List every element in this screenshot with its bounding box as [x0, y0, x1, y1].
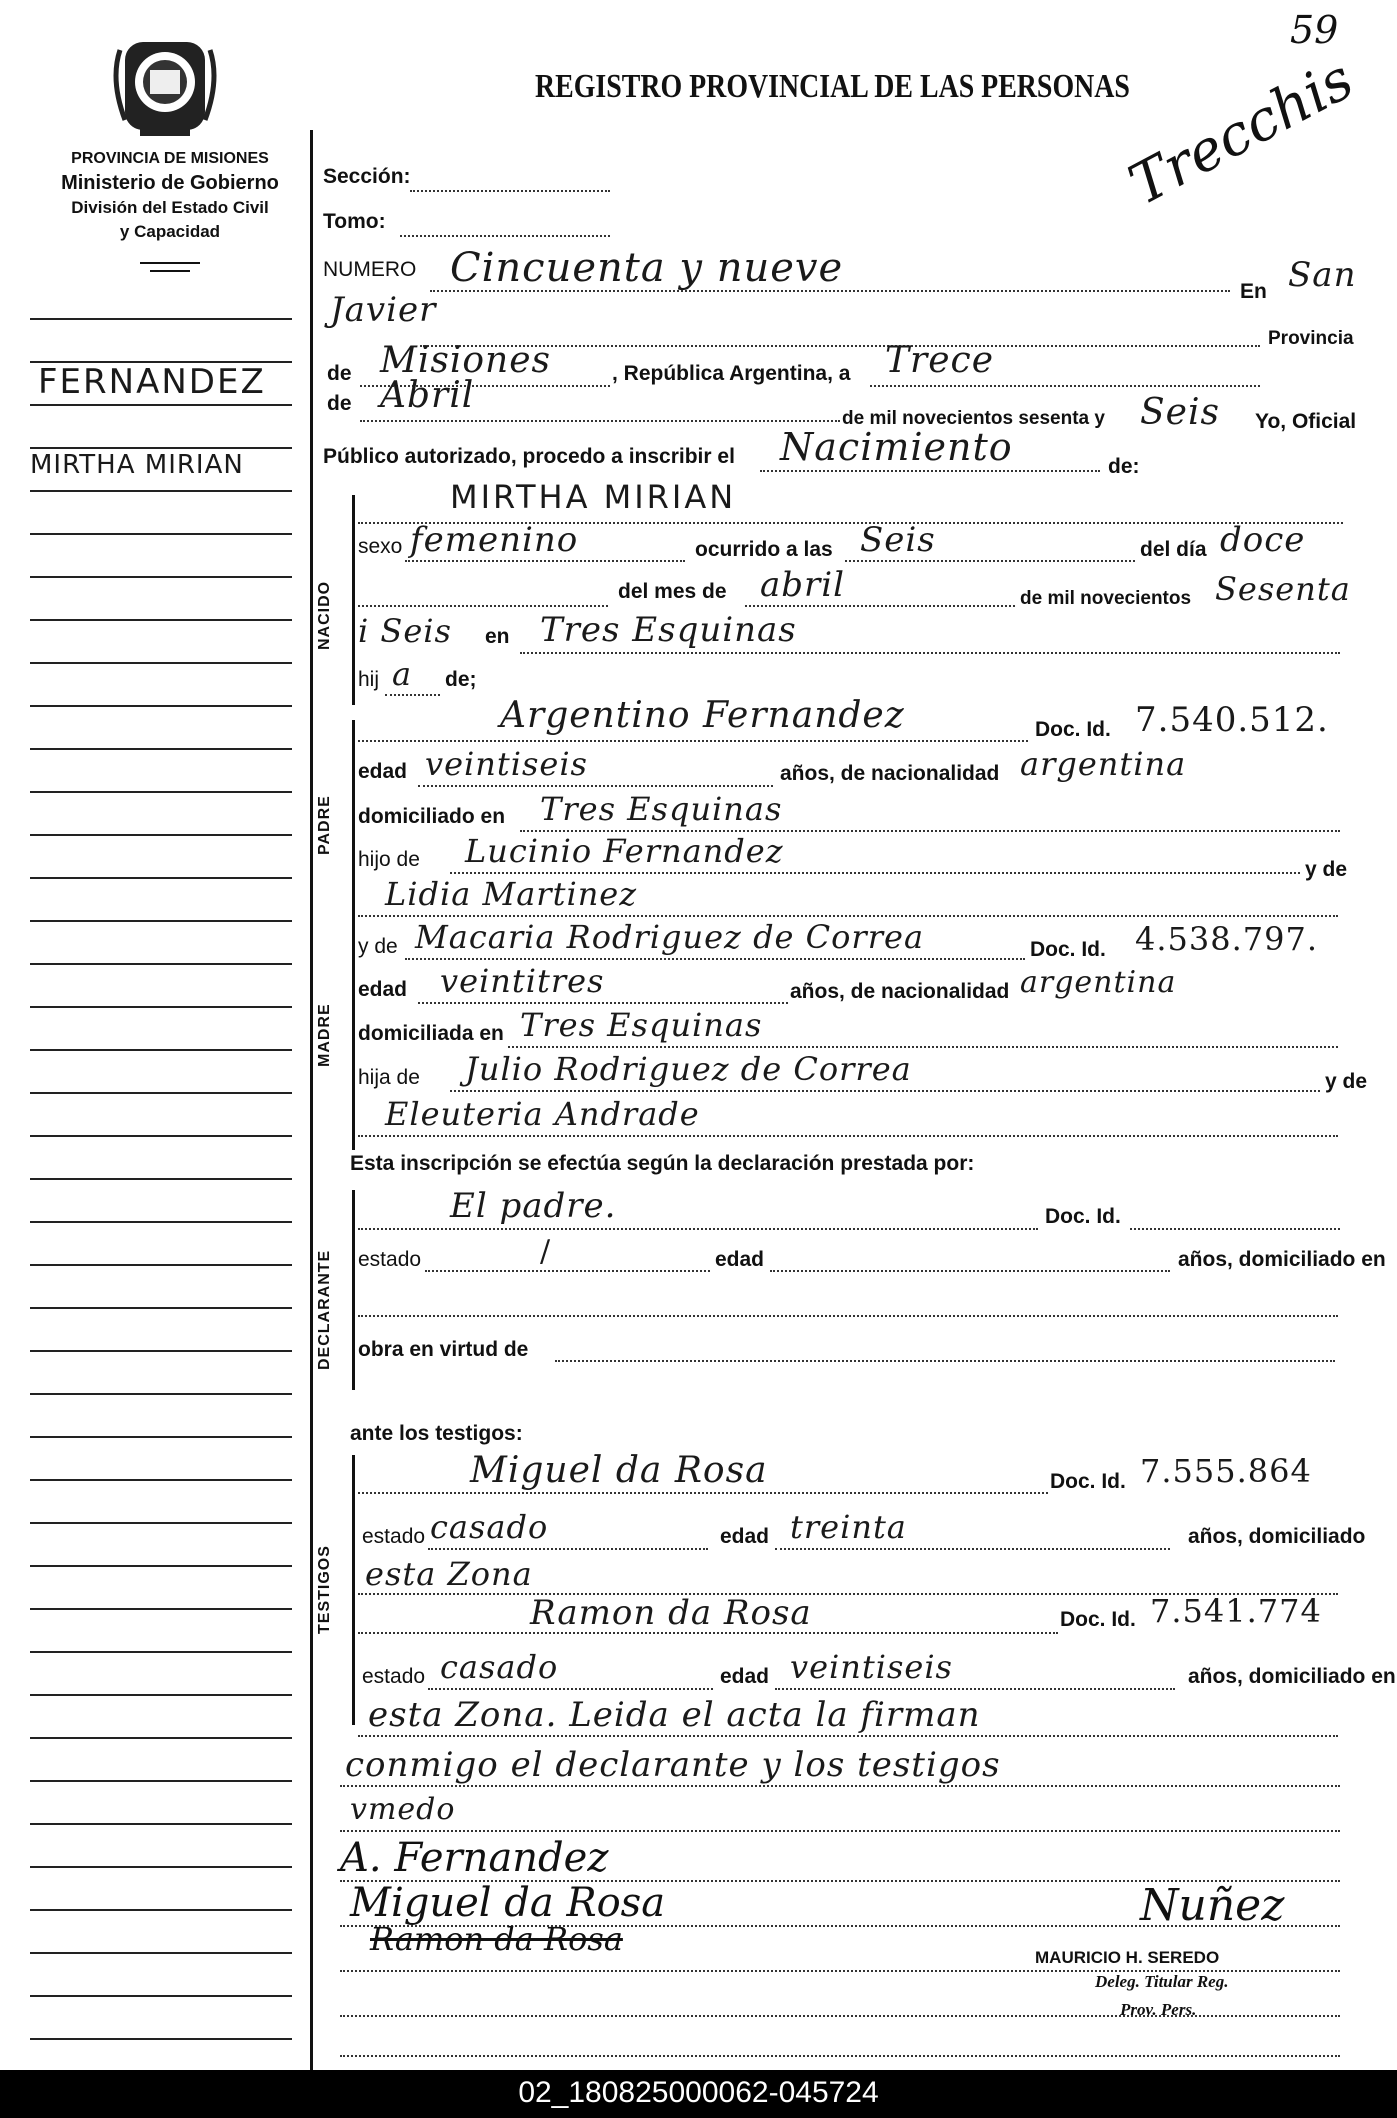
padre-hijo-label: hijo de: [358, 848, 420, 871]
madre-edad-line: [418, 1002, 788, 1004]
madre-bracket: [352, 935, 355, 1150]
nacido-section-label: NACIDO: [316, 580, 333, 650]
testigo1-doc-label: Doc. Id.: [1050, 1470, 1126, 1493]
sig-line-3: [340, 1970, 1340, 1972]
t2-estado-label: estado: [362, 1665, 426, 1688]
testigos-section-label: TESTIGOS: [316, 1545, 333, 1635]
padre-doc-label: Doc. Id.: [1035, 718, 1111, 741]
margin-ruled-line: [30, 662, 292, 664]
margin-ruled-line: [30, 1221, 292, 1223]
tomo-line: [400, 235, 610, 237]
padre-hijo-de-2: Lidia Martinez: [385, 875, 638, 913]
margin-ruled-line: [30, 1694, 292, 1696]
testigos-bracket: [352, 1455, 355, 1725]
de-label: de: [327, 362, 352, 385]
mes-nac-value: abril: [760, 565, 846, 605]
declarante-bracket: [352, 1190, 355, 1390]
margin-ruled-line: [30, 2038, 292, 2040]
ministry-label: Ministerio de Gobierno: [61, 172, 279, 194]
padre-bracket: [352, 720, 355, 940]
t1-anos-label: años, domiciliado: [1188, 1525, 1366, 1548]
margin-ruled-line: [30, 1608, 292, 1610]
numero-label: NUMERO: [323, 258, 417, 281]
provincia-label: Provincia: [1268, 328, 1354, 349]
tomo-label: Tomo:: [323, 210, 386, 233]
acto-line: [760, 470, 1100, 472]
decl-estado-line: [425, 1270, 710, 1272]
margin-ruled-line: [30, 318, 292, 320]
margin-ruled-line: [30, 1995, 292, 1997]
top-right-signature: Trecchis: [1118, 46, 1364, 219]
madre-section-label: MADRE: [316, 1003, 333, 1067]
en-city: San: [1288, 255, 1357, 295]
testigo2-edad: veintiseis: [790, 1648, 953, 1686]
margin-ruled-line: [30, 1135, 292, 1137]
testigo1-nombre: Miguel da Rosa: [470, 1450, 768, 1491]
madre-hija-line-2: [358, 1135, 1338, 1137]
republica-label: , República Argentina, a: [612, 362, 851, 385]
padre-nombre-line: [358, 740, 1028, 742]
testigo2-estado: casado: [440, 1648, 559, 1686]
declarante-doc-line: [1130, 1228, 1340, 1230]
signature-testigo2: Ramon da Rosa: [370, 1920, 623, 1958]
padre-hijo-line: [450, 872, 1300, 874]
ante-label: ante los testigos:: [350, 1422, 523, 1445]
margin-ruled-line: [30, 619, 292, 621]
padre-nac-value: argentina: [1020, 745, 1187, 783]
madre-hija-label: hija de: [358, 1066, 420, 1089]
decl-edad-line: [770, 1270, 1170, 1272]
margin-ruled-line: [30, 533, 292, 535]
margin-ruled-line: [30, 1006, 292, 1008]
padre-section-label: PADRE: [316, 795, 333, 855]
division-label: División del Estado Civil: [71, 198, 269, 217]
madre-nombre-line: [405, 958, 1025, 960]
margin-ruled-line: [30, 404, 292, 406]
stamp-name: MAURICIO H. SEREDO: [1035, 1948, 1220, 1967]
sexo-line: [405, 560, 685, 562]
footer-code: 02_180825000062-045724: [518, 2076, 879, 2109]
left-margin-rule: [310, 130, 313, 2070]
de-colon-label: de:: [1108, 455, 1140, 478]
madre-edad-label: edad: [358, 978, 408, 1001]
closing-text-2: vmedo: [350, 1792, 456, 1827]
margin-ruled-line: [30, 1264, 292, 1266]
month-line: [360, 420, 840, 422]
nombre-value: MIRTHA MIRIAN: [450, 478, 737, 516]
date-day: Trece: [885, 340, 994, 381]
margin-ruled-line: [30, 834, 292, 836]
date-year: Seis: [1140, 392, 1220, 433]
declarante-doc-label: Doc. Id.: [1045, 1205, 1121, 1228]
city-continued: Javier: [330, 290, 437, 330]
t2-estado-line: [428, 1688, 713, 1690]
padre-doc-value: 7.540.512.: [1135, 700, 1329, 740]
margin-ruled-line: [30, 877, 292, 879]
sexo-label: sexo: [358, 535, 403, 558]
obra-label: obra en virtud de: [358, 1338, 529, 1361]
t1-edad-line: [775, 1548, 1170, 1550]
padre-hijo-line-2: [358, 915, 1338, 917]
anio-nac-value: Sesenta: [1215, 570, 1351, 608]
margin-ruled-line: [30, 1479, 292, 1481]
inscripcion-label: Esta inscripción se efectúa según la declaración prestada por:: [350, 1152, 975, 1175]
margin-given-names: MIRTHA MIRIAN: [30, 450, 244, 480]
margin-ruled-line: [30, 1737, 292, 1739]
numero-value: Cincuenta y nueve: [450, 245, 844, 291]
decl-anos-label: años, domiciliado en: [1178, 1248, 1386, 1271]
y-de-label-madre: y de: [1325, 1070, 1368, 1093]
en-label-2: en: [485, 625, 510, 648]
declarante-value: El padre.: [450, 1186, 617, 1226]
stamp-role: Deleg. Titular Reg.: [1095, 1972, 1229, 1991]
madre-dom-label: domiciliada en: [358, 1022, 504, 1045]
document-title: REGISTRO PROVINCIAL DE LAS PERSONAS: [535, 68, 1130, 105]
testigo2-nombre: Ramon da Rosa: [530, 1593, 812, 1633]
padre-anos-label: años, de nacionalidad: [780, 762, 1000, 785]
province-label: PROVINCIA DE MISIONES: [71, 150, 269, 167]
testigo1-dom: esta Zona: [365, 1555, 533, 1593]
header-divider: [150, 270, 190, 272]
hij-line: [385, 694, 440, 696]
margin-ruled-line: [30, 490, 292, 492]
margin-ruled-line: [30, 1092, 292, 1094]
testigo2-doc-value: 7.541.774: [1150, 1592, 1322, 1630]
margin-ruled-line: [30, 920, 292, 922]
madre-dom-value: Tres Esquinas: [520, 1006, 763, 1044]
closing-line: [340, 1785, 1340, 1787]
header-divider: [140, 262, 200, 264]
declarante-section-label: DECLARANTE: [316, 1249, 333, 1371]
t1-estado-label: estado: [362, 1525, 426, 1548]
page-number: 59: [1290, 8, 1339, 52]
padre-edad-label: edad: [358, 760, 408, 783]
dia-continued-line: [358, 605, 608, 607]
padre-nombre: Argentino Fernandez: [500, 695, 905, 736]
margin-ruled-line: [30, 1522, 292, 1524]
t1-estado-line: [428, 1548, 708, 1550]
signature-testigo1: Miguel da Rosa: [350, 1880, 666, 1926]
padre-dom-value: Tres Esquinas: [540, 790, 783, 828]
madre-hija-line: [450, 1090, 1320, 1092]
date-day-line: [870, 385, 1260, 387]
madre-doc-value: 4.538.797.: [1135, 920, 1319, 958]
seccion-line: [410, 190, 610, 192]
margin-ruled-line: [30, 1651, 292, 1653]
hora-line: [845, 560, 1135, 562]
coat-of-arms-icon: [110, 30, 220, 145]
padre-dom-label: domiciliado en: [358, 805, 506, 828]
padre-edad-value: veintiseis: [425, 745, 588, 783]
signature-official: Nuñez: [1140, 1880, 1285, 1931]
stamp-office: Prov. Pers.: [1120, 2000, 1197, 2019]
decl-dom-line: [358, 1315, 1338, 1317]
testigo2-doc-label: Doc. Id.: [1060, 1608, 1136, 1631]
madre-y-de-label: y de: [358, 935, 398, 958]
mes-nac-line: [745, 605, 1015, 607]
sesenta-label: de mil novecientos sesenta y: [842, 408, 1105, 429]
madre-doc-label: Doc. Id.: [1030, 938, 1106, 961]
madre-hija-de: Julio Rodriguez de Correa: [465, 1050, 912, 1088]
del-dia-label: del día: [1140, 538, 1207, 561]
signature-padre: A. Fernandez: [340, 1835, 609, 1881]
margin-surname: FERNANDEZ: [38, 362, 266, 402]
division-label-2: y Capacidad: [119, 222, 221, 241]
numero-line: [430, 290, 1230, 292]
lugar-line: [520, 652, 1340, 654]
seccion-label: Sección:: [323, 165, 411, 188]
madre-hija-de-2: Eleuteria Andrade: [385, 1095, 700, 1133]
nacido-bracket: [352, 495, 355, 705]
y-de-label: y de: [1305, 858, 1348, 881]
margin-ruled-line: [30, 447, 292, 449]
padre-hijo-de: Lucinio Fernandez: [465, 832, 784, 870]
margin-ruled-line: [30, 1565, 292, 1567]
testigo2-line: [358, 1632, 1058, 1634]
margin-ruled-line: [30, 1049, 292, 1051]
t2-dom-line: [358, 1735, 1338, 1737]
provincia-value: Misiones: [380, 340, 552, 381]
acto-value: Nacimiento: [780, 425, 1013, 469]
padre-edad-line: [418, 785, 773, 787]
de-semi-label: de;: [445, 668, 477, 691]
t1-edad-label: edad: [720, 1525, 770, 1548]
lugar-value: Tres Esquinas: [540, 610, 797, 650]
margin-ruled-line: [30, 963, 292, 965]
sig-line-5: [340, 2055, 1340, 2057]
margin-ruled-line: [30, 748, 292, 750]
testigo2-dom: esta Zona. Leida el acta la firman: [368, 1695, 981, 1735]
hij-suffix: a: [392, 655, 413, 693]
de-label-2: de: [327, 392, 352, 415]
testigo1-estado: casado: [430, 1508, 549, 1546]
t2-edad-line: [775, 1688, 1175, 1690]
margin-ruled-line: [30, 791, 292, 793]
margin-ruled-line: [30, 1866, 292, 1868]
madre-anos-label: años, de nacionalidad: [790, 980, 1010, 1003]
yo-oficial-label: Yo, Oficial: [1255, 410, 1357, 433]
margin-ruled-line: [30, 1350, 292, 1352]
anio-nac-continued: i Seis: [358, 612, 452, 650]
en-label: En: [1240, 280, 1267, 303]
sexo-value: femenino: [410, 520, 579, 560]
margin-ruled-line: [30, 705, 292, 707]
margin-ruled-line: [30, 1393, 292, 1395]
testigo1-line: [358, 1492, 1048, 1494]
declarante-line: [358, 1228, 1038, 1230]
margin-ruled-line: [30, 1436, 292, 1438]
margin-ruled-line: [30, 1780, 292, 1782]
madre-dom-line: [508, 1046, 1338, 1048]
margin-ruled-line: [30, 1909, 292, 1911]
t2-anos-label: años, domiciliado en: [1188, 1665, 1396, 1688]
publico-label: Público autorizado, procedo a inscribir el: [323, 445, 735, 468]
ocurrido-label: ocurrido a las: [695, 538, 833, 561]
margin-ruled-line: [30, 1952, 292, 1954]
margin-ruled-line: [30, 576, 292, 578]
closing-line-2: [340, 1830, 1340, 1832]
hora-value: Seis: [860, 520, 936, 560]
decl-estado-value: /: [540, 1234, 552, 1269]
decl-edad-label: edad: [715, 1248, 765, 1271]
margin-ruled-line: [30, 1178, 292, 1180]
t2-edad-label: edad: [720, 1665, 770, 1688]
margin-ruled-line: [30, 1307, 292, 1309]
sig-line-4: [340, 2015, 1340, 2017]
decl-estado-label: estado: [358, 1248, 422, 1271]
madre-nac-value: argentina: [1020, 965, 1177, 1000]
dia-value: doce: [1220, 520, 1306, 560]
hij-label: hij: [358, 668, 380, 691]
date-month: Abril: [380, 375, 475, 416]
margin-ruled-line: [30, 1823, 292, 1825]
madre-nombre: Macaria Rodriguez de Correa: [415, 918, 925, 956]
testigo1-doc-value: 7.555.864: [1140, 1452, 1312, 1490]
obra-line: [555, 1360, 1335, 1362]
mil-nov-label: de mil novecientos: [1020, 588, 1192, 609]
testigo1-edad: treinta: [790, 1508, 907, 1546]
madre-edad-value: veintitres: [440, 962, 605, 1000]
del-mes-label: del mes de: [618, 580, 727, 603]
closing-text: conmigo el declarante y los testigos: [345, 1745, 1001, 1785]
